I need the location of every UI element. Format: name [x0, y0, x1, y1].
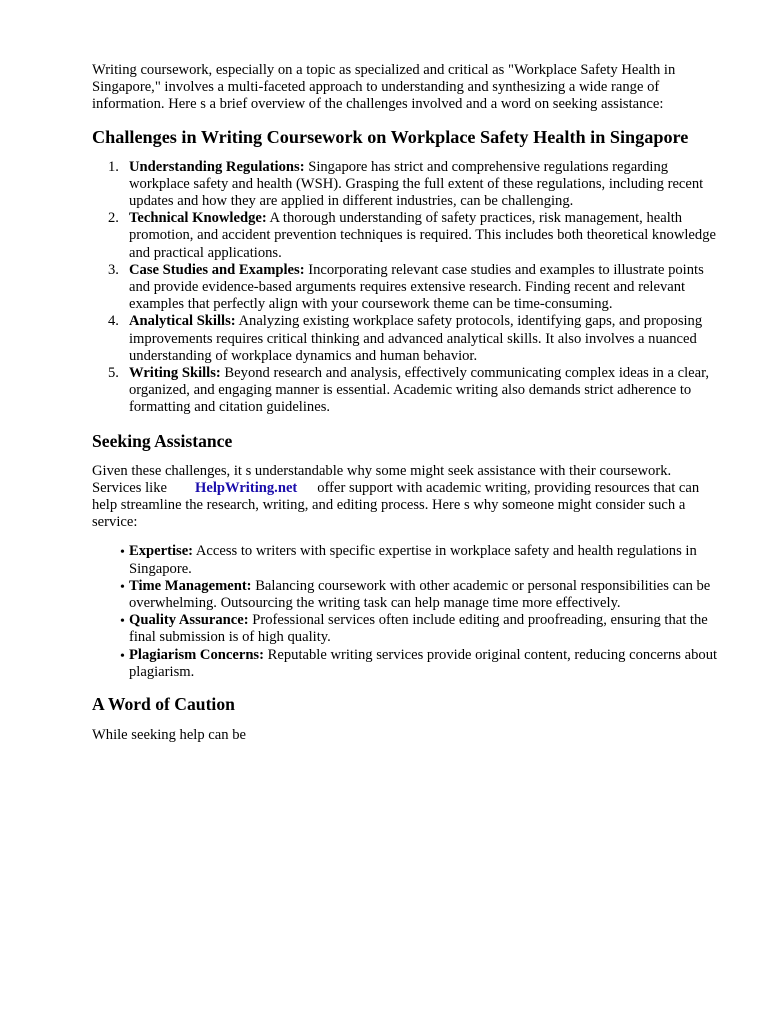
benefit-title: Time Management: [129, 577, 252, 594]
challenge-text: Analyzing existing workplace safety protocols, identifying gaps, and proposing improvements requires critical thinking and advanced analytical skills. It also involves a nuanced understanding of workplace dynamics and human behavior. [129, 313, 703, 364]
intro-paragraph: Writing coursework, especially on a topic as specialized and critical as "Workplace Safety Health in Singapore," involves a multi-faceted approach to understanding and synthesizing a wide range of information. Here s a brief overview of the challenges involved and a word on seeking assistance: [92, 62, 676, 113]
benefit-item [92, 612, 724, 646]
challenge-item [92, 159, 724, 211]
benefit-item [92, 578, 724, 612]
challenge-item [92, 262, 724, 314]
benefit-item [92, 543, 724, 577]
benefit-item [92, 647, 724, 681]
bullet-icon: • [120, 614, 125, 630]
list-number: 3. [108, 261, 119, 278]
challenge-title: Understanding Regulations: [129, 158, 305, 175]
service-benefits-list [92, 543, 724, 681]
challenges-heading: Challenges in Writing Coursework on Workplace Safety Health in Singapore [92, 126, 689, 147]
challenge-item [92, 365, 724, 417]
challenge-text: A thorough understanding of safety practices, risk management, health promotion, and accident prevention techniques is required. This includes both theoretical knowledge and practical applications. [129, 210, 716, 261]
list-number: 2. [108, 210, 119, 227]
benefit-text: Professional services often include editing and proofreading, ensuring that the final submission is of high quality. [129, 612, 708, 646]
seeking-pre-link: Services like [92, 479, 167, 496]
challenge-title: Writing Skills: [129, 365, 221, 382]
challenge-title: Technical Knowledge: [129, 210, 267, 227]
seeking-post-link: offer support with academic writing, providing resources that can help streamline the research, writing, and editing process. Here s why someone might consider such a service: [92, 479, 700, 531]
bullet-icon: • [120, 579, 125, 595]
challenge-title: Analytical Skills: [129, 313, 236, 330]
seeking-line-1: Given these challenges, it s understandable why some might seek assistance with their coursework. [92, 462, 672, 479]
bullet-icon: • [120, 648, 125, 664]
challenge-text: Singapore has strict and comprehensive regulations regarding workplace safety and health (WSH). Grasping the full extent of these regulations, including recent updates and how they are applied in different industries, can be challenging. [129, 158, 704, 210]
bullet-icon: • [120, 545, 125, 561]
challenge-text: Incorporating relevant case studies and examples to illustrate points and provide evidence-based arguments requires extensive research. Finding recent and relevant examples that perfectly align with your coursework theme can be time-consuming. [129, 261, 704, 313]
benefit-title: Expertise: [129, 543, 194, 560]
challenge-item [92, 313, 724, 365]
caution-paragraph: While seeking help can be [92, 727, 246, 744]
challenge-item [92, 210, 724, 262]
caution-heading: A Word of Caution [92, 694, 235, 715]
helpwriting-link[interactable]: HelpWriting.net [194, 479, 298, 496]
challenges-list [92, 159, 724, 417]
challenge-text: Beyond research and analysis, effectively communicating complex ideas in a clear, organized, and engaging manner is essential. Academic writing also demands strict adherence to formatting and citation guidelines. [129, 365, 710, 416]
benefit-text: Reputable writing services provide original content, reducing concerns about plagiarism. [129, 646, 718, 680]
list-number: 1. [108, 158, 119, 175]
list-number: 4. [108, 313, 119, 330]
list-number: 5. [108, 365, 119, 382]
benefit-text: Balancing coursework with other academic or personal responsibilities can be overwhelming. Outsourcing the writing task can help manage time more effectively. [129, 577, 711, 612]
benefit-title: Plagiarism Concerns: [129, 646, 264, 663]
document-content [92, 62, 724, 744]
challenge-title: Case Studies and Examples: [129, 261, 305, 278]
seeking-paragraph [92, 463, 724, 532]
benefit-text: Access to writers with specific expertise in workplace safety and health regulations in Singapore. [129, 543, 697, 577]
benefit-title: Quality Assurance: [129, 612, 249, 629]
seeking-heading: Seeking Assistance [92, 430, 233, 451]
